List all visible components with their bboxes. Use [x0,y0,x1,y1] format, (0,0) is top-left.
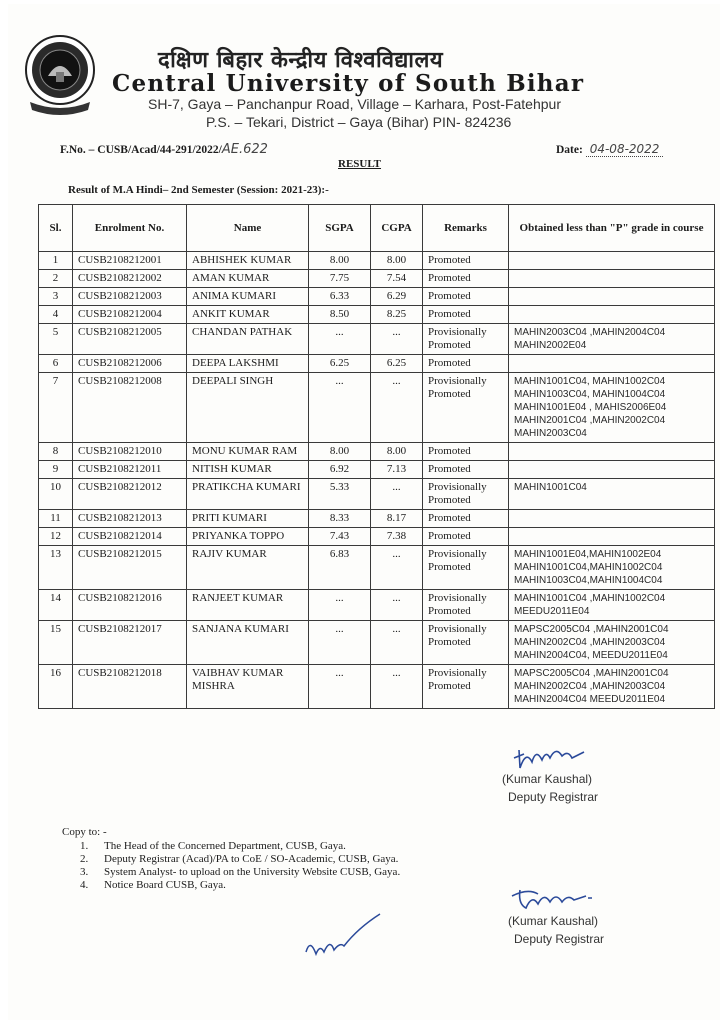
university-name-hindi: दक्षिण बिहार केन्द्रीय विश्वविद्यालय [158,48,444,73]
cell-sgpa: ... [309,621,371,665]
cell-enrolment: CUSB2108212010 [73,443,187,461]
cell-name: PRITI KUMARI [187,510,309,528]
cell-name: PRIYANKA TOPPO [187,528,309,546]
cell-sgpa: ... [309,373,371,443]
cell-grades: MAPSC2005C04 ,MAHIN2001C04 MAHIN2002C04 ,MAHIN2003C04 MAHIN2004C04, MEEDU2011E04 [509,621,715,665]
address-line-2: P.S. – Tekari, District – Gaya (Bihar) PIN- 824236 [206,114,512,130]
cell-cgpa: 7.13 [371,461,423,479]
cell-grades: MAHIN1001C04, MAHIN1002C04 MAHIN1003C04, MAHIN1004C04 MAHIN1001E04 , MAHIS2006E04 MAHIN2001C04 ,MAHIN2002C04 MAHIN2003C04 [509,373,715,443]
header-sgpa: SGPA [309,205,371,252]
table-row [39,252,715,270]
file-number-label: F.No. – CUSB/Acad/44-291/2022/ [60,144,222,156]
cell-enrolment: CUSB2108212002 [73,270,187,288]
cell-remarks: Provisionally Promoted [423,373,509,443]
date-label: Date: [556,144,583,156]
cell-name: NITISH KUMAR [187,461,309,479]
cell-sl: 16 [39,665,73,709]
cell-name: RANJEET KUMAR [187,590,309,621]
cell-cgpa: 7.38 [371,528,423,546]
header-sl: Sl. [39,205,73,252]
cell-grades [509,288,715,306]
cell-name: DEEPA LAKSHMI [187,355,309,373]
cell-enrolment: CUSB2108212018 [73,665,187,709]
list-item: 2. Deputy Registrar (Acad)/PA to CoE / SO-Academic, CUSB, Gaya. [80,853,399,865]
cell-remarks: Promoted [423,528,509,546]
cell-remarks: Promoted [423,306,509,324]
copy-to-label: Copy to: - [62,826,107,838]
cell-remarks: Promoted [423,252,509,270]
cell-sgpa: 6.92 [309,461,371,479]
cell-sl: 5 [39,324,73,355]
cell-enrolment: CUSB2108212006 [73,355,187,373]
university-name-english: Central University of South Bihar [112,70,585,97]
cell-cgpa: ... [371,479,423,510]
signature-1-role: Deputy Registrar [508,790,599,804]
cell-cgpa: ... [371,590,423,621]
result-subtitle: Result of M.A Hindi– 2nd Semester (Session: 2021-23):- [68,184,329,196]
initials-signature-icon [300,908,384,966]
cell-remarks: Provisionally Promoted [423,479,509,510]
cell-name: ANKIT KUMAR [187,306,309,324]
cell-grades [509,270,715,288]
cell-grades: MAHIN1001C04 ,MAHIN1002C04 MEEDU2011E04 [509,590,715,621]
cell-sgpa: 8.00 [309,252,371,270]
cell-sgpa: 6.33 [309,288,371,306]
cell-grades: MAHIN2003C04 ,MAHIN2004C04 MAHIN2002E04 [509,324,715,355]
cell-grades [509,461,715,479]
result-table-body [39,252,715,709]
signature-2-name: (Kumar Kaushal) [508,914,599,928]
cell-remarks: Promoted [423,461,509,479]
document-date [556,142,663,156]
cell-sl: 9 [39,461,73,479]
header-name: Name [187,205,309,252]
cell-remarks: Promoted [423,510,509,528]
cell-sl: 2 [39,270,73,288]
cell-sl: 13 [39,546,73,590]
cell-grades [509,355,715,373]
header-enrolment: Enrolment No. [73,205,187,252]
cell-cgpa: 8.17 [371,510,423,528]
cell-name: MONU KUMAR RAM [187,443,309,461]
table-row [39,324,715,355]
list-item: 3. System Analyst- to upload on the University Website CUSB, Gaya. [80,866,401,878]
cell-remarks: Provisionally Promoted [423,324,509,355]
cell-sgpa: 8.50 [309,306,371,324]
cell-grades [509,306,715,324]
list-item: 4. Notice Board CUSB, Gaya. [80,879,226,891]
cell-sl: 6 [39,355,73,373]
table-header-row [39,205,715,252]
table-row [39,479,715,510]
cell-sl: 10 [39,479,73,510]
cell-sgpa: 6.25 [309,355,371,373]
cell-cgpa: 8.00 [371,443,423,461]
file-number-handwritten: AE.622 [221,142,268,157]
cell-enrolment: CUSB2108212001 [73,252,187,270]
cell-cgpa: ... [371,373,423,443]
cell-sgpa: 8.33 [309,510,371,528]
table-row [39,590,715,621]
table-row [39,510,715,528]
table-row [39,461,715,479]
cell-name: RAJIV KUMAR [187,546,309,590]
cell-sgpa: ... [309,324,371,355]
cell-name: VAIBHAV KUMAR MISHRA [187,665,309,709]
cell-grades [509,528,715,546]
signature-2-role: Deputy Registrar [514,932,605,946]
cell-sl: 11 [39,510,73,528]
signature-1-name: (Kumar Kaushal) [502,772,593,786]
cell-name: ANIMA KUMARI [187,288,309,306]
cell-sgpa: 5.33 [309,479,371,510]
cell-sl: 15 [39,621,73,665]
table-row [39,355,715,373]
cell-remarks: Promoted [423,443,509,461]
header-remarks: Remarks [423,205,509,252]
cell-enrolment: CUSB2108212017 [73,621,187,665]
cell-sl: 1 [39,252,73,270]
cell-sgpa: 7.75 [309,270,371,288]
table-row [39,306,715,324]
cell-remarks: Provisionally Promoted [423,621,509,665]
cell-sl: 8 [39,443,73,461]
cell-remarks: Provisionally Promoted [423,590,509,621]
table-row [39,288,715,306]
cell-grades [509,443,715,461]
result-table [38,204,715,709]
cell-remarks: Provisionally Promoted [423,546,509,590]
cell-grades [509,252,715,270]
cell-name: AMAN KUMAR [187,270,309,288]
cell-enrolment: CUSB2108212003 [73,288,187,306]
cell-remarks: Promoted [423,270,509,288]
date-handwritten: 04-08-2022 [586,142,664,157]
university-emblem-icon [22,32,98,120]
address-line-1: SH-7, Gaya – Panchanpur Road, Village – Karhara, Post-Fatehpur [148,96,561,112]
cell-grades: MAHIN1001C04 [509,479,715,510]
result-heading: RESULT [338,158,382,170]
cell-remarks: Provisionally Promoted [423,665,509,709]
cell-enrolment: CUSB2108212011 [73,461,187,479]
table-row [39,528,715,546]
cell-cgpa: 8.00 [371,252,423,270]
header-cgpa: CGPA [371,205,423,252]
cell-cgpa: 6.29 [371,288,423,306]
cell-remarks: Promoted [423,355,509,373]
signature-1-icon [510,740,600,772]
cell-enrolment: CUSB2108212005 [73,324,187,355]
cell-cgpa: 8.25 [371,306,423,324]
cell-cgpa: 7.54 [371,270,423,288]
cell-sgpa: 8.00 [309,443,371,461]
cell-sl: 14 [39,590,73,621]
cell-enrolment: CUSB2108212004 [73,306,187,324]
cell-grades [509,510,715,528]
cell-name: SANJANA KUMARI [187,621,309,665]
cell-cgpa: 6.25 [371,355,423,373]
cell-cgpa: ... [371,665,423,709]
table-row [39,270,715,288]
cell-enrolment: CUSB2108212016 [73,590,187,621]
document-page [8,4,720,1020]
cell-grades: MAPSC2005C04 ,MAHIN2001C04 MAHIN2002C04 ,MAHIN2003C04 MAHIN2004C04 MEEDU2011E04 [509,665,715,709]
cell-sgpa: ... [309,590,371,621]
cell-sl: 7 [39,373,73,443]
cell-name: CHANDAN PATHAK [187,324,309,355]
table-row [39,621,715,665]
table-row [39,665,715,709]
cell-name: DEEPALI SINGH [187,373,309,443]
cell-name: PRATIKCHA KUMARI [187,479,309,510]
cell-cgpa: ... [371,324,423,355]
cell-cgpa: ... [371,621,423,665]
cell-sgpa: ... [309,665,371,709]
table-row [39,373,715,443]
cell-enrolment: CUSB2108212014 [73,528,187,546]
header-grades: Obtained less than "P" grade in course [509,205,715,252]
cell-enrolment: CUSB2108212012 [73,479,187,510]
cell-name: ABHISHEK KUMAR [187,252,309,270]
copy-to-list [80,840,400,892]
cell-enrolment: CUSB2108212008 [73,373,187,443]
cell-enrolment: CUSB2108212015 [73,546,187,590]
list-item: 1. The Head of the Concerned Department, CUSB, Gaya. [80,840,346,852]
cell-sl: 12 [39,528,73,546]
cell-cgpa: ... [371,546,423,590]
cell-sl: 4 [39,306,73,324]
table-row [39,443,715,461]
table-row [39,546,715,590]
cell-remarks: Promoted [423,288,509,306]
file-number [60,142,268,157]
signature-2-icon [508,884,598,914]
cell-enrolment: CUSB2108212013 [73,510,187,528]
cell-sgpa: 7.43 [309,528,371,546]
cell-sgpa: 6.83 [309,546,371,590]
cell-grades: MAHIN1001E04,MAHIN1002E04 MAHIN1001C04,MAHIN1002C04 MAHIN1003C04,MAHIN1004C04 [509,546,715,590]
cell-sl: 3 [39,288,73,306]
